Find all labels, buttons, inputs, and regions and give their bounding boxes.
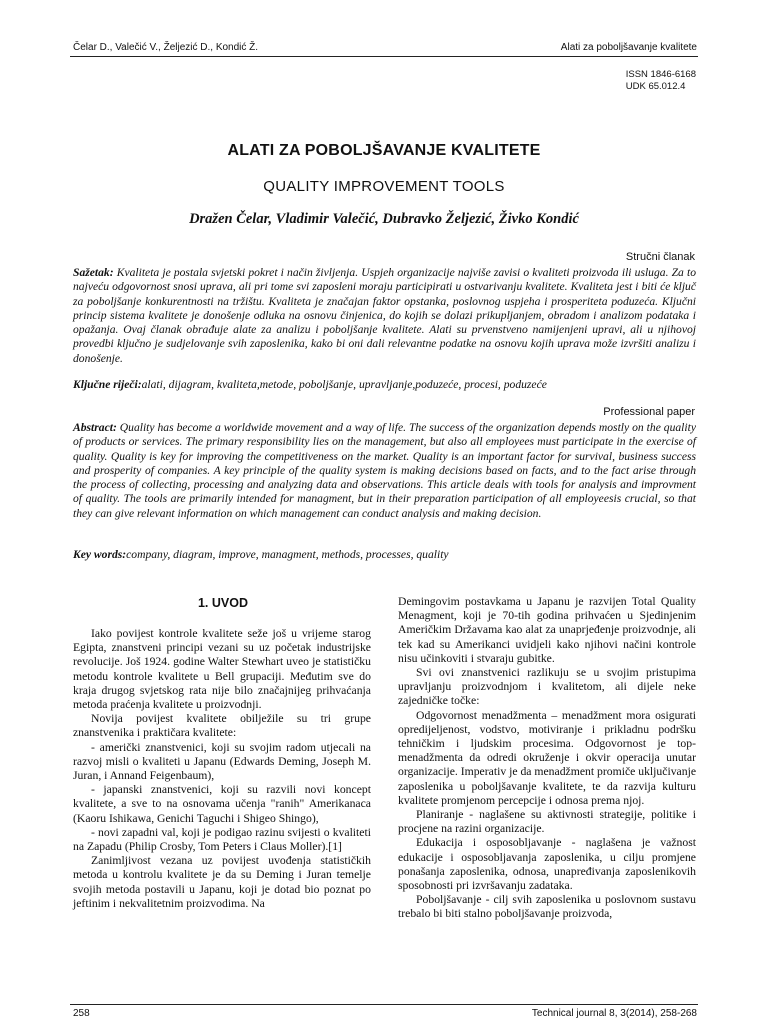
- paper-type-english: Professional paper: [603, 406, 695, 418]
- kljucne-label: Ključne riječi:: [73, 378, 142, 391]
- udk: UDK 65.012.4: [625, 81, 686, 92]
- paragraph: Novija povijest kvalitete obilježile su tri grupe znanstvenika i praktičara kvalitete:: [73, 712, 371, 740]
- journal-citation: Technical journal 8, 3(2014), 258-268: [531, 1008, 697, 1019]
- list-item: - američki znanstvenici, koji su svojim radom utjecali na razvoj misli o kvaliteti u Japanu (Edwards Deming, Joseph M. Juran, i Annand Feigenbaum),: [73, 740, 371, 783]
- issn-block: [626, 69, 696, 93]
- paragraph: Iako povijest kontrole kvalitete seže još u vrijeme starog Egipta, znanstveni principi vezani su uz početak industrijske revolucije. Još 1924. godine Walter Stewhart uveo je statističku metodu kontrole kvalitete u Bell grupaciji. Međutim sve do kraja drugog svjetskog rata nije bilo značajnijeg prihvaćanja metoda praćenja kvalitete u proizvodnji.: [73, 627, 371, 712]
- issn: ISSN 1846-6168: [625, 69, 696, 80]
- footer-rule: [70, 1004, 698, 1005]
- paper-title-english: QUALITY IMPROVEMENT TOOLS: [263, 178, 505, 195]
- abstract-text: Quality has become a worldwide movement and a way of life. The success of the organization depends mostly on the quality of products or services. The primary responsibility lies on the management, but also all employees must participate in the exercise of quality. Quality is key for improving the competitiveness on the market. Quality is an important factor for survival, business success and prosperity of companies. A key principle of the quality system is making decisions based on facts, and to the fact arise through the process of collecting, processing and analyzing data and observations. This article deals with tools for analysis and improvment of quality. The tools are primarily intended for managment, but in their preparation participation of all employeesis crucial, so that they can give relevant information on which management can conduct analysis and making decision.: [73, 421, 696, 520]
- list-item: - novi zapadni val, koji je podigao razinu svijesti o kvaliteti na Zapadu (Philip Crosby, Tom Peters i Claus Moller).[1]: [73, 825, 371, 854]
- paragraph: Poboljšavanje - cilj svih zaposlenika u poslovnom sustavu trebalo bi biti stalno poboljšavanje proizvoda,: [398, 893, 696, 921]
- key-words-label: Key words:: [73, 548, 127, 561]
- paper-type-croatian: Stručni članak: [625, 251, 695, 263]
- header-authors: Čelar D., Valečić V., Željezić D., Kondić Ž.: [73, 42, 259, 53]
- paper-authors: Dražen Čelar, Vladimir Valečić, Dubravko Željezić, Živko Kondić: [189, 211, 579, 227]
- paragraph: Svi ovi znanstvenici razlikuju se u svojim pristupima upravljanju proizvodnjom i kvalitetom, ali dijele neke zajedničke točke:: [398, 666, 696, 708]
- key-words: [73, 548, 696, 562]
- header-short-title: Alati za poboljšavanje kvalitete: [560, 42, 697, 53]
- paragraph: Zanimljivost vezana uz povijest uvođenja statističkih metoda u kontrolu kvalitete je da su Deming i Juran temelje svojih metoda postavili u Japanu, koji je dotad bio poznat po jeftinim i nekvalitetnim proizvodima. Na: [73, 854, 371, 910]
- right-column: [398, 595, 696, 922]
- paragraph: Demingovim postavkama u Japanu je razvijen Total Quality Menagment, koji je 70-tih godina prihvaćen u Sjedinjenim Američkim Državama kao alat za unaprjeđenje proizvodnje, ali tek kad su Amerikanci uvidjeli kako njihovi načini kontrole nisu učinkoviti i stvaraju gubitke.: [398, 595, 696, 665]
- paper-title-croatian: ALATI ZA POBOLJŠAVANJE KVALITETE: [227, 142, 541, 159]
- abstract: [73, 421, 696, 521]
- key-words-text: company, diagram, improve, managment, methods, processes, quality: [126, 548, 449, 561]
- running-header: [73, 42, 697, 56]
- left-column: [73, 627, 371, 911]
- kljucne-text: alati, dijagram, kvaliteta,metode, poboljšanje, upravljanje,poduzeće, procesi, poduzeće: [141, 378, 547, 391]
- paragraph: Edukacija i osposobljavanje - naglašena je važnost edukacije i osposobljavanja zaposlenika, u cilju promjene ponašanja zaposlenika, odnosa, unapređivanja zaposlenikovih sposobnosti pri izvršavanju zadataka.: [398, 836, 696, 893]
- sazetak-text: Kvaliteta je postala svjetski pokret i način življenja. Uspjeh organizacije najviše zavisi o kvaliteti proizvoda ili usluga. Za to najveću odgovornost snosi uprava, ali pri tome svi zaposleni moraju participirati u ostvarivanju kvalitete. Kvaliteta jest i biti će ključ za poboljšanje konkurentnosti na tržištu. Kvaliteta je značajan faktor opstanka, poslovnog uspjeha i prosperiteta poduzeća. Ključni princip sistema kvalitete je donošenje odluka na osnovu činjenica, do kojih se dolazi prikupljanjem, obradom i analizom podataka i opažanja. Ovaj članak obrađuje alate za analizu i poboljšanje kvalitete. Alati su prvenstveno namijenjeni upravi, ali u njihovoj provedbi ključno je sudjelovanje svih zaposlenika, kako bi oni dali relevantne podatke na osnovu kojih uprava može izvršiti analizu i donošenje.: [73, 266, 696, 365]
- paragraph: Planiranje - naglašene su aktivnosti strategije, politike i procjene na razini organizacije.: [398, 808, 696, 836]
- list-item: - japanski znanstvenici, koji su razvili novi koncept kvalitete, a sve to na osnovama učenja "ranih" Amerikanaca (Kaoru Ishikawa, Genichi Taguchi i Shigeo Shingo),: [73, 783, 371, 825]
- running-footer: [73, 1008, 697, 1022]
- abstract-label: Abstract:: [73, 421, 117, 434]
- kljucne-rijeci: [73, 378, 696, 392]
- section-title: 1. UVOD: [197, 596, 248, 610]
- sazetak-label: Sažetak:: [73, 266, 114, 279]
- header-rule: [70, 56, 698, 57]
- paragraph: Odgovornost menadžmenta – menadžment mora osigurati opredijeljenost, vodstvo, motiviranje i prikladnu podršku tehničkim i ljudskim procesima. Odgovornost je top-menadžmenta da odredi okruženje i okvir operacija unutar organizacije. Imperativ je da menadžment promiče uključivanje zaposlenika u poboljšavanje kvalitete, te da razvija kulturu kvalitete promjenom percepcije i odnosa prema njoj.: [398, 708, 697, 807]
- page-number: 258: [73, 1008, 90, 1019]
- sazetak: [73, 266, 696, 366]
